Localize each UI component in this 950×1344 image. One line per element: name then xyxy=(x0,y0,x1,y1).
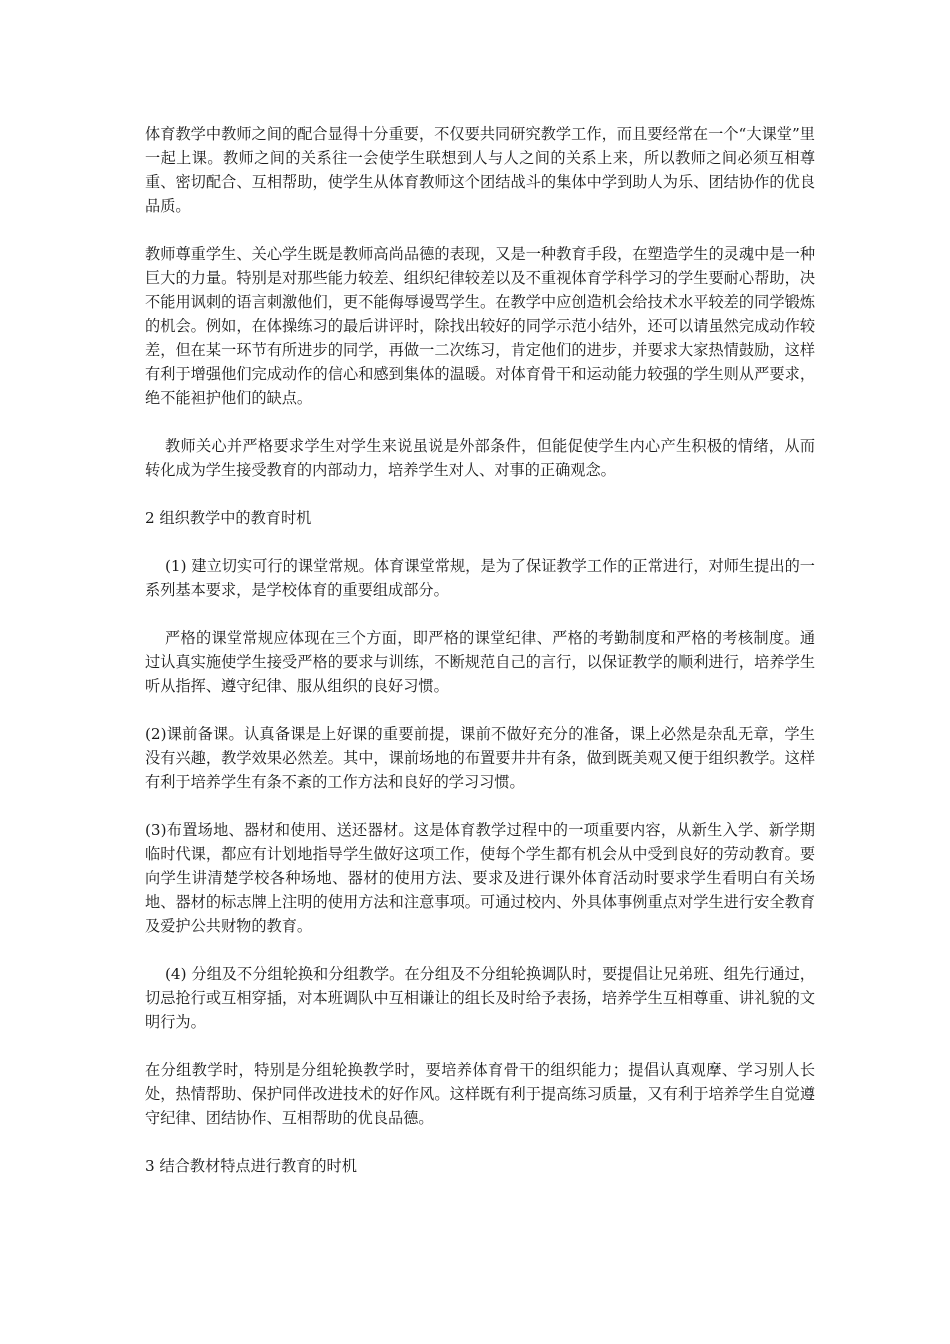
paragraph-classroom-routine: (1) 建立切实可行的课堂常规。体育课堂常规，是为了保证教学工作的正常进行，对师生提出的一系列基本要求，是学校体育的重要组成部分。 xyxy=(145,557,815,599)
document-body xyxy=(145,122,815,1202)
paragraph-respect-students: 教师尊重学生、关心学生既是教师高尚品德的表现，又是一种教育手段，在塑造学生的灵魂中是一种巨大的力量。特别是对那些能力较差、组织纪律较差以及不重视体育学科学习的学生要耐心帮助，决不能用讽刺的语言刺激他们，更不能侮辱谩骂学生。在教学中应创造机会给技术水平较差的同学锻炼的机会。例如，在体操练习的最后讲评时，除找出较好的同学示范小结外，还可以请虽然完成动作较差，但在某一环节有所进步的同学，再做一二次练习，肯定他们的进步，并要求大家热情鼓励，这样有利于增强他们完成动作的信心和感到集体的温暖。对体育骨干和运动能力较强的学生则从严要求，绝不能袒护他们的缺点。 xyxy=(145,245,815,407)
section-heading-3: 3 结合教材特点进行教育的时机 xyxy=(145,1157,357,1175)
paragraph-teacher-cooperation: 体育教学中教师之间的配合显得十分重要，不仅要共同研究教学工作，而且要经常在一个“大课堂”里一起上课。教师之间的关系往一会使学生联想到人与人之间的关系上来，所以教师之间必须互相尊重、密切配合、互相帮助，使学生从体育教师这个团结战斗的集体中学到助人为乐、团结协作的优良品质。 xyxy=(145,125,815,215)
paragraph-strict-routine: 严格的课堂常规应体现在三个方面，即严格的课堂纪律、严格的考勤制度和严格的考核制度。通过认真实施使学生接受严格的要求与训练，不断规范自己的言行，以保证教学的顺利进行，培养学生听从指挥、遵守纪律、服从组织的良好习惯。 xyxy=(145,629,815,695)
paragraph-lesson-prep: (2)课前备课。认真备课是上好课的重要前提，课前不做好充分的准备，课上必然是杂乱无章，学生没有兴趣，教学效果必然差。其中，课前场地的布置要井井有条，做到既美观又便于组织教学。这样有利于培养学生有条不紊的工作方法和良好的学习习惯。 xyxy=(145,725,815,791)
section-heading-2: 2 组织教学中的教育时机 xyxy=(145,509,312,527)
paragraph-group-teaching: 在分组教学时，特别是分组轮换教学时，要培养体育骨干的组织能力；提倡认真观摩、学习别人长处，热情帮助、保护同伴改进技术的好作风。这样既有利于提高练习质量，又有利于培养学生自觉遵守纪律、团结协作、互相帮助的优良品德。 xyxy=(145,1061,815,1127)
paragraph-group-rotation: (4) 分组及不分组轮换和分组教学。在分组及不分组轮换调队时，要提倡让兄弟班、组先行通过，切忌抢行或互相穿插，对本班调队中互相谦让的组长及时给予表扬，培养学生互相尊重、讲礼貌的文明行为。 xyxy=(145,965,815,1031)
paragraph-equipment: (3)布置场地、器材和使用、送还器材。这是体育教学过程中的一项重要内容，从新生入学、新学期临时代课，都应有计划地指导学生做好这项工作，使每个学生都有机会从中受到良好的劳动教育。要向学生讲清楚学校各种场地、器材的使用方法、要求及进行课外体育活动时要求学生看明白有关场地、器材的标志牌上注明的使用方法和注意事项。可通过校内、外具体事例重点对学生进行安全教育及爱护公共财物的教育。 xyxy=(145,821,815,935)
paragraph-care-and-strictness: 教师关心并严格要求学生对学生来说虽说是外部条件，但能促使学生内心产生积极的情绪，从而转化成为学生接受教育的内部动力，培养学生对人、对事的正确观念。 xyxy=(145,437,815,479)
